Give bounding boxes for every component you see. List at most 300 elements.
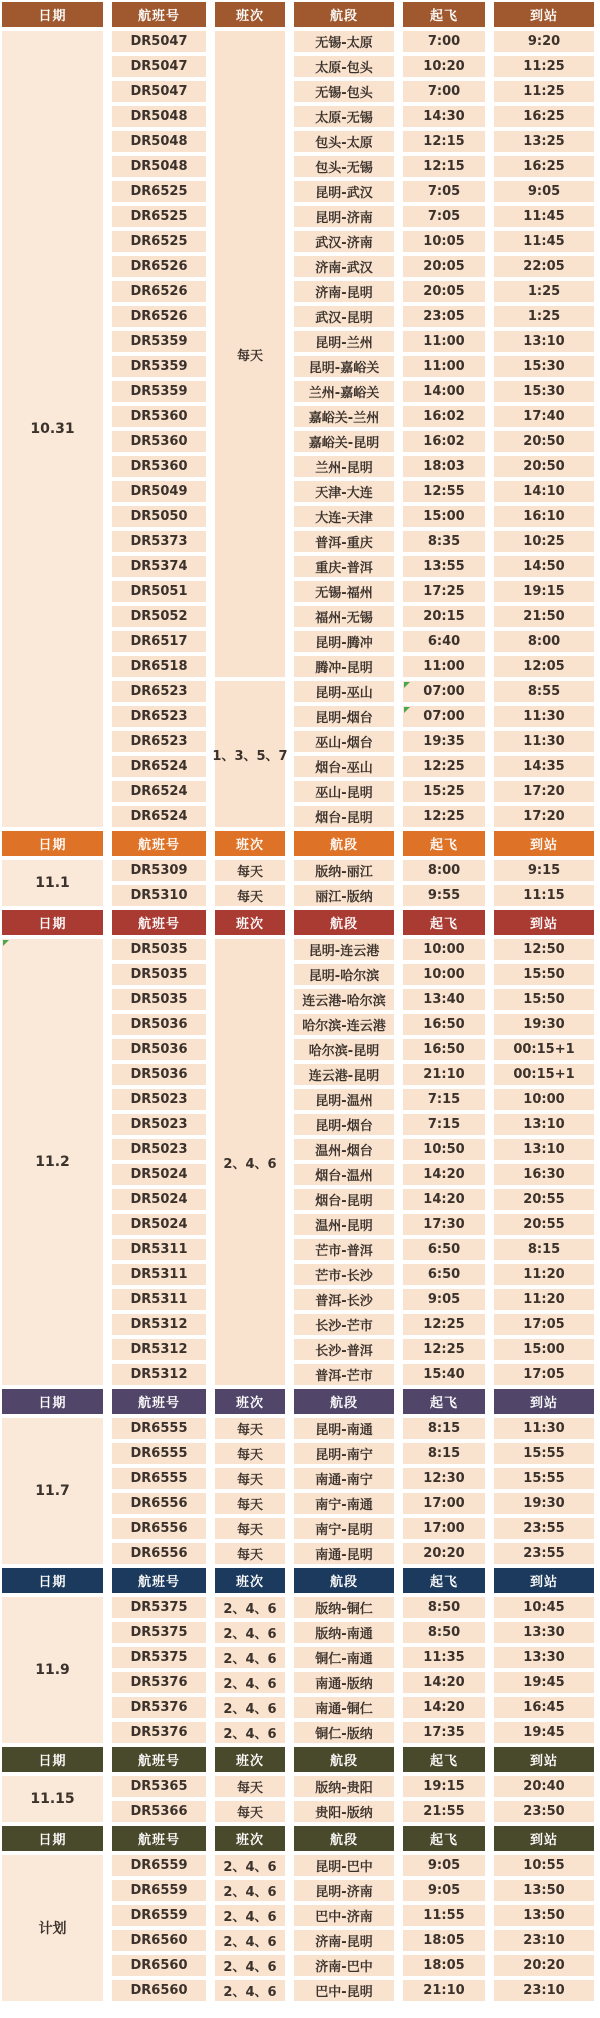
frequency-cell: 每天 xyxy=(215,1418,285,1439)
arrival-time-cell: 11:15 xyxy=(494,885,594,906)
departure-time-cell: 07:00 xyxy=(403,681,485,702)
column-header: 日期 xyxy=(2,831,103,856)
arrival-time-cell: 11:45 xyxy=(494,231,594,252)
column-header: 班次 xyxy=(215,1389,285,1414)
route-cell: 哈尔滨-连云港 xyxy=(294,1014,394,1035)
frequency-cell: 每天 xyxy=(215,1543,285,1564)
route-cell: 南宁-南通 xyxy=(294,1493,394,1514)
route-cell: 昆明-南通 xyxy=(294,1418,394,1439)
departure-time-cell: 23:05 xyxy=(403,306,485,327)
departure-time-cell: 8:15 xyxy=(403,1418,485,1439)
arrival-time-cell: 17:20 xyxy=(494,806,594,827)
schedule-section xyxy=(0,1568,600,1743)
schedule-section xyxy=(0,2,600,827)
route-cell: 连云港-昆明 xyxy=(294,1064,394,1085)
column-header: 航班号 xyxy=(112,1389,206,1414)
departure-time-cell: 12:25 xyxy=(403,806,485,827)
arrival-time-cell: 13:25 xyxy=(494,131,594,152)
route-cell: 丽江-版纳 xyxy=(294,885,394,906)
departure-time-cell: 11:00 xyxy=(403,331,485,352)
flight-number-cell: DR5375 xyxy=(112,1647,206,1668)
flight-number-cell: DR5047 xyxy=(112,81,206,102)
route-cell: 烟台-温州 xyxy=(294,1164,394,1185)
arrival-time-cell: 20:55 xyxy=(494,1189,594,1210)
column-header: 航段 xyxy=(294,2,394,27)
column-header: 航班号 xyxy=(112,1826,206,1851)
frequency-cell: 2、4、6 xyxy=(215,1597,285,1618)
flight-number-cell: DR5052 xyxy=(112,606,206,627)
arrival-time-cell: 1:25 xyxy=(494,306,594,327)
departure-time-cell: 07:00 xyxy=(403,706,485,727)
flight-number-cell: DR6559 xyxy=(112,1855,206,1876)
arrival-time-cell: 15:55 xyxy=(494,1443,594,1464)
arrival-time-cell: 13:50 xyxy=(494,1880,594,1901)
column-header: 航班号 xyxy=(112,1747,206,1772)
flight-number-cell: DR6526 xyxy=(112,256,206,277)
departure-time-cell: 14:20 xyxy=(403,1672,485,1693)
flight-number-cell: DR5023 xyxy=(112,1139,206,1160)
route-cell: 巫山-昆明 xyxy=(294,781,394,802)
route-cell: 昆明-嘉峪关 xyxy=(294,356,394,377)
column-header: 班次 xyxy=(215,2,285,27)
route-cell: 昆明-腾冲 xyxy=(294,631,394,652)
departure-time-cell: 13:40 xyxy=(403,989,485,1010)
route-cell: 昆明-温州 xyxy=(294,1089,394,1110)
column-header: 航班号 xyxy=(112,2,206,27)
frequency-cell: 每天 xyxy=(215,885,285,906)
departure-time-cell: 17:00 xyxy=(403,1493,485,1514)
route-cell: 铜仁-版纳 xyxy=(294,1722,394,1743)
frequency-cell: 2、4、6 xyxy=(215,1930,285,1951)
route-cell: 武汉-济南 xyxy=(294,231,394,252)
flight-number-cell: DR5309 xyxy=(112,860,206,881)
route-cell: 腾冲-昆明 xyxy=(294,656,394,677)
frequency-cell: 2、4、6 xyxy=(215,1672,285,1693)
flight-number-cell: DR5360 xyxy=(112,431,206,452)
column-header: 起飞 xyxy=(403,831,485,856)
route-cell: 太原-无锡 xyxy=(294,106,394,127)
comment-marker-icon xyxy=(3,940,9,946)
departure-time-cell: 18:05 xyxy=(403,1930,485,1951)
arrival-time-cell: 16:30 xyxy=(494,1164,594,1185)
column-header: 日期 xyxy=(2,2,103,27)
flight-number-cell: DR5048 xyxy=(112,131,206,152)
flight-number-cell: DR6555 xyxy=(112,1443,206,1464)
route-cell: 济南-昆明 xyxy=(294,1930,394,1951)
departure-time-cell: 20:20 xyxy=(403,1543,485,1564)
section-body xyxy=(2,939,600,1385)
flight-number-cell: DR6523 xyxy=(112,681,206,702)
flight-number-cell: DR5036 xyxy=(112,1064,206,1085)
date-cell: 11.7 xyxy=(2,1418,103,1564)
frequency-cell: 2、4、6 xyxy=(215,1855,285,1876)
route-cell: 嘉峪关-昆明 xyxy=(294,431,394,452)
arrival-time-cell: 23:10 xyxy=(494,1930,594,1951)
route-cell: 巫山-烟台 xyxy=(294,731,394,752)
schedule-section xyxy=(0,1826,600,2001)
flight-number-cell: DR6559 xyxy=(112,1880,206,1901)
arrival-time-cell: 23:50 xyxy=(494,1801,594,1822)
departure-time-cell: 21:10 xyxy=(403,1980,485,2001)
departure-time-cell: 14:00 xyxy=(403,381,485,402)
route-cell: 温州-烟台 xyxy=(294,1139,394,1160)
departure-time-cell: 17:30 xyxy=(403,1214,485,1235)
arrival-time-cell: 23:55 xyxy=(494,1543,594,1564)
arrival-time-cell: 11:25 xyxy=(494,56,594,77)
arrival-time-cell: 14:10 xyxy=(494,481,594,502)
departure-time-cell: 6:40 xyxy=(403,631,485,652)
arrival-time-cell: 12:05 xyxy=(494,656,594,677)
comment-marker-icon xyxy=(404,707,410,713)
departure-time-cell: 10:00 xyxy=(403,939,485,960)
arrival-time-cell: 14:35 xyxy=(494,756,594,777)
flight-number-cell: DR5048 xyxy=(112,156,206,177)
flight-number-cell: DR5376 xyxy=(112,1672,206,1693)
departure-time-cell: 14:20 xyxy=(403,1697,485,1718)
column-header: 到站 xyxy=(494,831,594,856)
departure-time-cell: 16:02 xyxy=(403,431,485,452)
route-cell: 巴中-济南 xyxy=(294,1905,394,1926)
arrival-time-cell: 13:10 xyxy=(494,1114,594,1135)
flight-number-cell: DR6524 xyxy=(112,756,206,777)
route-cell: 嘉峪关-兰州 xyxy=(294,406,394,427)
departure-time-cell: 20:15 xyxy=(403,606,485,627)
flight-number-cell: DR5359 xyxy=(112,331,206,352)
route-cell: 天津-大连 xyxy=(294,481,394,502)
route-cell: 南通-版纳 xyxy=(294,1672,394,1693)
departure-time-cell: 9:05 xyxy=(403,1855,485,1876)
departure-time-cell: 9:55 xyxy=(403,885,485,906)
arrival-time-cell: 16:25 xyxy=(494,156,594,177)
arrival-time-cell: 11:30 xyxy=(494,1418,594,1439)
departure-time-cell: 17:35 xyxy=(403,1722,485,1743)
departure-time-cell: 8:15 xyxy=(403,1443,485,1464)
frequency-cell: 1、3、5、7 xyxy=(215,681,285,827)
departure-time-cell: 17:00 xyxy=(403,1518,485,1539)
departure-time-cell: 8:35 xyxy=(403,531,485,552)
section-body xyxy=(2,1855,600,2001)
route-cell: 南通-南宁 xyxy=(294,1468,394,1489)
route-cell: 昆明-济南 xyxy=(294,206,394,227)
arrival-time-cell: 15:30 xyxy=(494,356,594,377)
arrival-time-cell: 15:50 xyxy=(494,964,594,985)
route-cell: 巴中-昆明 xyxy=(294,1980,394,2001)
flight-number-cell: DR5359 xyxy=(112,356,206,377)
section-header-row xyxy=(2,1747,600,1772)
arrival-time-cell: 17:20 xyxy=(494,781,594,802)
flight-number-cell: DR5376 xyxy=(112,1697,206,1718)
route-cell: 铜仁-南通 xyxy=(294,1647,394,1668)
route-cell: 贵阳-版纳 xyxy=(294,1801,394,1822)
route-cell: 武汉-昆明 xyxy=(294,306,394,327)
flight-number-cell: DR5365 xyxy=(112,1776,206,1797)
column-header: 航段 xyxy=(294,1568,394,1593)
flight-number-cell: DR5024 xyxy=(112,1164,206,1185)
flight-number-cell: DR6555 xyxy=(112,1468,206,1489)
section-body xyxy=(2,31,600,827)
flight-number-cell: DR5311 xyxy=(112,1264,206,1285)
flight-number-cell: DR6525 xyxy=(112,206,206,227)
arrival-time-cell: 19:30 xyxy=(494,1014,594,1035)
section-header-row xyxy=(2,2,600,27)
column-header: 到站 xyxy=(494,2,594,27)
departure-time-cell: 7:00 xyxy=(403,31,485,52)
column-header: 起飞 xyxy=(403,2,485,27)
route-cell: 济南-昆明 xyxy=(294,281,394,302)
column-header: 航段 xyxy=(294,1389,394,1414)
departure-time-cell: 14:30 xyxy=(403,106,485,127)
departure-time-cell: 12:25 xyxy=(403,1314,485,1335)
departure-time-cell: 11:00 xyxy=(403,656,485,677)
route-cell: 连云港-哈尔滨 xyxy=(294,989,394,1010)
route-cell: 昆明-武汉 xyxy=(294,181,394,202)
arrival-time-cell: 17:05 xyxy=(494,1314,594,1335)
departure-time-cell: 7:15 xyxy=(403,1089,485,1110)
frequency-cell: 每天 xyxy=(215,1468,285,1489)
date-cell: 计划 xyxy=(2,1855,103,2001)
route-cell: 普洱-芒市 xyxy=(294,1364,394,1385)
frequency-cell: 2、4、6 xyxy=(215,939,285,1385)
flight-number-cell: DR6556 xyxy=(112,1543,206,1564)
departure-time-cell: 21:55 xyxy=(403,1801,485,1822)
column-header: 起飞 xyxy=(403,1747,485,1772)
arrival-time-cell: 1:25 xyxy=(494,281,594,302)
flight-number-cell: DR5049 xyxy=(112,481,206,502)
column-header: 航段 xyxy=(294,910,394,935)
route-cell: 无锡-福州 xyxy=(294,581,394,602)
flight-number-cell: DR5312 xyxy=(112,1364,206,1385)
flight-number-cell: DR5375 xyxy=(112,1597,206,1618)
frequency-cell: 每天 xyxy=(215,860,285,881)
flight-number-cell: DR5312 xyxy=(112,1314,206,1335)
flight-number-cell: DR6524 xyxy=(112,806,206,827)
departure-time-cell: 12:55 xyxy=(403,481,485,502)
arrival-time-cell: 13:50 xyxy=(494,1905,594,1926)
route-cell: 版纳-南通 xyxy=(294,1622,394,1643)
schedule-sections-container xyxy=(0,2,600,2001)
column-header: 航段 xyxy=(294,831,394,856)
flight-number-cell: DR5035 xyxy=(112,964,206,985)
frequency-cell: 每天 xyxy=(215,31,285,677)
route-cell: 大连-天津 xyxy=(294,506,394,527)
arrival-time-cell: 00:15+1 xyxy=(494,1064,594,1085)
schedule-section xyxy=(0,831,600,906)
arrival-time-cell: 19:30 xyxy=(494,1493,594,1514)
frequency-cell: 2、4、6 xyxy=(215,1647,285,1668)
flight-number-cell: DR6560 xyxy=(112,1955,206,1976)
flight-number-cell: DR5024 xyxy=(112,1214,206,1235)
schedule-section xyxy=(0,1747,600,1822)
flight-number-cell: DR6556 xyxy=(112,1518,206,1539)
arrival-time-cell: 10:55 xyxy=(494,1855,594,1876)
departure-time-cell: 18:03 xyxy=(403,456,485,477)
departure-time-cell: 19:15 xyxy=(403,1776,485,1797)
route-cell: 南宁-昆明 xyxy=(294,1518,394,1539)
section-body xyxy=(2,860,600,906)
arrival-time-cell: 20:55 xyxy=(494,1214,594,1235)
flight-number-cell: DR5035 xyxy=(112,939,206,960)
column-header: 到站 xyxy=(494,1747,594,1772)
route-cell: 太原-包头 xyxy=(294,56,394,77)
arrival-time-cell: 14:50 xyxy=(494,556,594,577)
route-cell: 昆明-巫山 xyxy=(294,681,394,702)
date-cell: 11.9 xyxy=(2,1597,103,1743)
departure-time-cell: 7:05 xyxy=(403,181,485,202)
arrival-time-cell: 15:30 xyxy=(494,381,594,402)
column-header: 航段 xyxy=(294,1826,394,1851)
route-cell: 哈尔滨-昆明 xyxy=(294,1039,394,1060)
departure-time-cell: 7:15 xyxy=(403,1114,485,1135)
route-cell: 昆明-济南 xyxy=(294,1880,394,1901)
departure-time-cell: 16:50 xyxy=(403,1014,485,1035)
arrival-time-cell: 15:55 xyxy=(494,1468,594,1489)
frequency-cell: 2、4、6 xyxy=(215,1880,285,1901)
flight-number-cell: DR5051 xyxy=(112,581,206,602)
flight-number-cell: DR5374 xyxy=(112,556,206,577)
flight-number-cell: DR5047 xyxy=(112,31,206,52)
flight-number-cell: DR6517 xyxy=(112,631,206,652)
departure-time-cell: 20:05 xyxy=(403,281,485,302)
departure-time-cell: 11:35 xyxy=(403,1647,485,1668)
arrival-time-cell: 13:30 xyxy=(494,1647,594,1668)
departure-time-cell: 12:25 xyxy=(403,1339,485,1360)
frequency-cell: 2、4、6 xyxy=(215,1955,285,1976)
departure-time-cell: 6:50 xyxy=(403,1239,485,1260)
frequency-cell: 2、4、6 xyxy=(215,1622,285,1643)
column-header: 日期 xyxy=(2,1747,103,1772)
section-header-row xyxy=(2,910,600,935)
flight-number-cell: DR6555 xyxy=(112,1418,206,1439)
arrival-time-cell: 11:45 xyxy=(494,206,594,227)
arrival-time-cell: 16:25 xyxy=(494,106,594,127)
flight-number-cell: DR6560 xyxy=(112,1930,206,1951)
departure-time-cell: 16:50 xyxy=(403,1039,485,1060)
route-cell: 兰州-昆明 xyxy=(294,456,394,477)
route-cell: 版纳-铜仁 xyxy=(294,1597,394,1618)
schedule-section xyxy=(0,910,600,1385)
column-header: 起飞 xyxy=(403,1826,485,1851)
column-header: 日期 xyxy=(2,1568,103,1593)
departure-time-cell: 11:55 xyxy=(403,1905,485,1926)
flight-number-cell: DR5375 xyxy=(112,1622,206,1643)
departure-time-cell: 14:20 xyxy=(403,1164,485,1185)
route-cell: 版纳-贵阳 xyxy=(294,1776,394,1797)
flight-number-cell: DR5050 xyxy=(112,506,206,527)
column-header: 日期 xyxy=(2,1389,103,1414)
departure-time-cell: 7:00 xyxy=(403,81,485,102)
section-body xyxy=(2,1597,600,1743)
flight-number-cell: DR6525 xyxy=(112,181,206,202)
column-header: 班次 xyxy=(215,1747,285,1772)
flight-number-cell: DR5312 xyxy=(112,1339,206,1360)
frequency-cell: 每天 xyxy=(215,1518,285,1539)
departure-time-cell: 17:25 xyxy=(403,581,485,602)
arrival-time-cell: 11:30 xyxy=(494,706,594,727)
departure-time-cell: 9:05 xyxy=(403,1880,485,1901)
departure-time-cell: 18:05 xyxy=(403,1955,485,1976)
flight-number-cell: DR6518 xyxy=(112,656,206,677)
comment-marker-icon xyxy=(404,682,410,688)
column-header: 到站 xyxy=(494,1568,594,1593)
arrival-time-cell: 9:05 xyxy=(494,181,594,202)
route-cell: 昆明-烟台 xyxy=(294,1114,394,1135)
date-cell: 11.1 xyxy=(2,860,103,906)
route-cell: 福州-无锡 xyxy=(294,606,394,627)
flight-number-cell: DR6523 xyxy=(112,731,206,752)
route-cell: 长沙-芒市 xyxy=(294,1314,394,1335)
departure-time-cell: 15:00 xyxy=(403,506,485,527)
route-cell: 重庆-普洱 xyxy=(294,556,394,577)
column-header: 起飞 xyxy=(403,1389,485,1414)
flight-number-cell: DR5047 xyxy=(112,56,206,77)
route-cell: 普洱-重庆 xyxy=(294,531,394,552)
arrival-time-cell: 10:00 xyxy=(494,1089,594,1110)
column-header: 班次 xyxy=(215,1826,285,1851)
column-header: 航班号 xyxy=(112,910,206,935)
departure-time-cell: 9:05 xyxy=(403,1289,485,1310)
arrival-time-cell: 17:40 xyxy=(494,406,594,427)
route-cell: 芒市-长沙 xyxy=(294,1264,394,1285)
arrival-time-cell: 11:25 xyxy=(494,81,594,102)
departure-time-cell: 10:00 xyxy=(403,964,485,985)
arrival-time-cell: 16:45 xyxy=(494,1697,594,1718)
route-cell: 昆明-巴中 xyxy=(294,1855,394,1876)
departure-time-cell: 12:15 xyxy=(403,156,485,177)
route-cell: 包头-无锡 xyxy=(294,156,394,177)
flight-number-cell: DR5366 xyxy=(112,1801,206,1822)
departure-time-cell: 19:35 xyxy=(403,731,485,752)
column-header: 日期 xyxy=(2,1826,103,1851)
departure-time-cell: 13:55 xyxy=(403,556,485,577)
arrival-time-cell: 20:50 xyxy=(494,431,594,452)
column-header: 班次 xyxy=(215,1568,285,1593)
column-header: 起飞 xyxy=(403,1568,485,1593)
departure-time-cell: 12:30 xyxy=(403,1468,485,1489)
departure-time-cell: 7:05 xyxy=(403,206,485,227)
arrival-time-cell: 13:10 xyxy=(494,1139,594,1160)
arrival-time-cell: 12:50 xyxy=(494,939,594,960)
arrival-time-cell: 8:00 xyxy=(494,631,594,652)
flight-number-cell: DR6524 xyxy=(112,781,206,802)
flight-number-cell: DR5376 xyxy=(112,1722,206,1743)
section-header-row xyxy=(2,831,600,856)
flight-number-cell: DR5373 xyxy=(112,531,206,552)
arrival-time-cell: 22:05 xyxy=(494,256,594,277)
flight-number-cell: DR6560 xyxy=(112,1980,206,2001)
date-cell: 11.15 xyxy=(2,1776,103,1822)
departure-time-cell: 14:20 xyxy=(403,1189,485,1210)
frequency-cell: 2、4、6 xyxy=(215,1905,285,1926)
flight-number-cell: DR6525 xyxy=(112,231,206,252)
flight-number-cell: DR5023 xyxy=(112,1114,206,1135)
flight-number-cell: DR5023 xyxy=(112,1089,206,1110)
route-cell: 烟台-巫山 xyxy=(294,756,394,777)
frequency-cell: 2、4、6 xyxy=(215,1980,285,2001)
flight-number-cell: DR5035 xyxy=(112,989,206,1010)
schedule-section xyxy=(0,1389,600,1564)
flight-number-cell: DR6559 xyxy=(112,1905,206,1926)
route-cell: 济南-武汉 xyxy=(294,256,394,277)
arrival-time-cell: 8:55 xyxy=(494,681,594,702)
column-header: 起飞 xyxy=(403,910,485,935)
flight-number-cell: DR6526 xyxy=(112,306,206,327)
arrival-time-cell: 23:55 xyxy=(494,1518,594,1539)
departure-time-cell: 12:15 xyxy=(403,131,485,152)
route-cell: 芒市-普洱 xyxy=(294,1239,394,1260)
column-header: 班次 xyxy=(215,910,285,935)
column-header: 到站 xyxy=(494,910,594,935)
frequency-cell: 2、4、6 xyxy=(215,1697,285,1718)
